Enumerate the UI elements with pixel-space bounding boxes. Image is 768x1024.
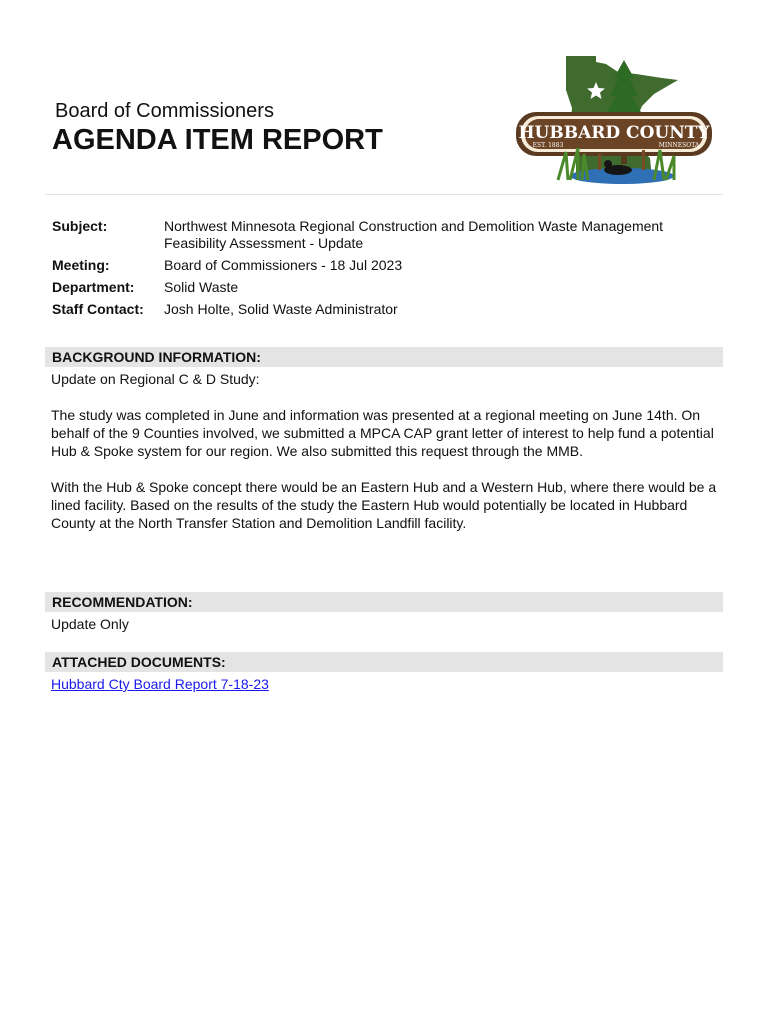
svg-text:HUBBARD COUNTY: HUBBARD COUNTY (518, 123, 710, 143)
meta-label: Subject: (52, 218, 108, 234)
attachment-link[interactable]: Hubbard Cty Board Report 7-18-23 (51, 676, 269, 692)
header-subtitle: Board of Commissioners (55, 100, 274, 122)
attachments-body (51, 675, 723, 693)
meta-row-subject (52, 218, 724, 252)
background-body (51, 370, 723, 550)
hubbard-county-logo-icon (514, 52, 714, 188)
attachments-heading: ATTACHED DOCUMENTS: (45, 652, 723, 672)
background-paragraph: With the Hub & Spoke concept there would be an Eastern Hub and a Western Hub, where there would be a lined facility. Based on the results of the study the Eastern Hub would potentially be located in Hubbard County at the North Transfer Station and Demolition Landfill facility. (51, 479, 717, 531)
meta-row-meeting (52, 257, 724, 274)
meta-value: Josh Holte, Solid Waste Administrator (164, 301, 398, 317)
meta-label: Meeting: (52, 257, 110, 273)
background-paragraph: Update on Regional C & D Study: (51, 371, 260, 387)
meta-table (52, 218, 724, 323)
svg-text:EST. 1883: EST. 1883 (532, 142, 564, 149)
page-title: AGENDA ITEM REPORT (52, 124, 383, 156)
header-divider (45, 194, 723, 195)
county-logo (514, 52, 714, 188)
meta-value: Northwest Minnesota Regional Construction and Demolition Waste Management Feasibility Assessment - Update (164, 218, 664, 251)
meta-row-department (52, 279, 724, 296)
meta-row-staff-contact (52, 301, 724, 318)
meta-value: Solid Waste (164, 279, 239, 295)
meta-label: Department: (52, 279, 135, 295)
meta-label: Staff Contact: (52, 301, 144, 317)
background-heading: BACKGROUND INFORMATION: (45, 347, 723, 367)
recommendation-body: Update Only (51, 616, 129, 632)
svg-text:MINNESOTA: MINNESOTA (658, 142, 700, 149)
meta-value: Board of Commissioners - 18 Jul 2023 (164, 257, 403, 273)
recommendation-heading: RECOMMENDATION: (45, 592, 723, 612)
background-paragraph: The study was completed in June and information was presented at a regional meeting on June 14th. On behalf of the 9 Counties involved, we submitted a MPCA CAP grant letter of interest to help fund a potential Hub & Spoke system for our region. We also submitted this request through the MMB. (51, 407, 714, 459)
